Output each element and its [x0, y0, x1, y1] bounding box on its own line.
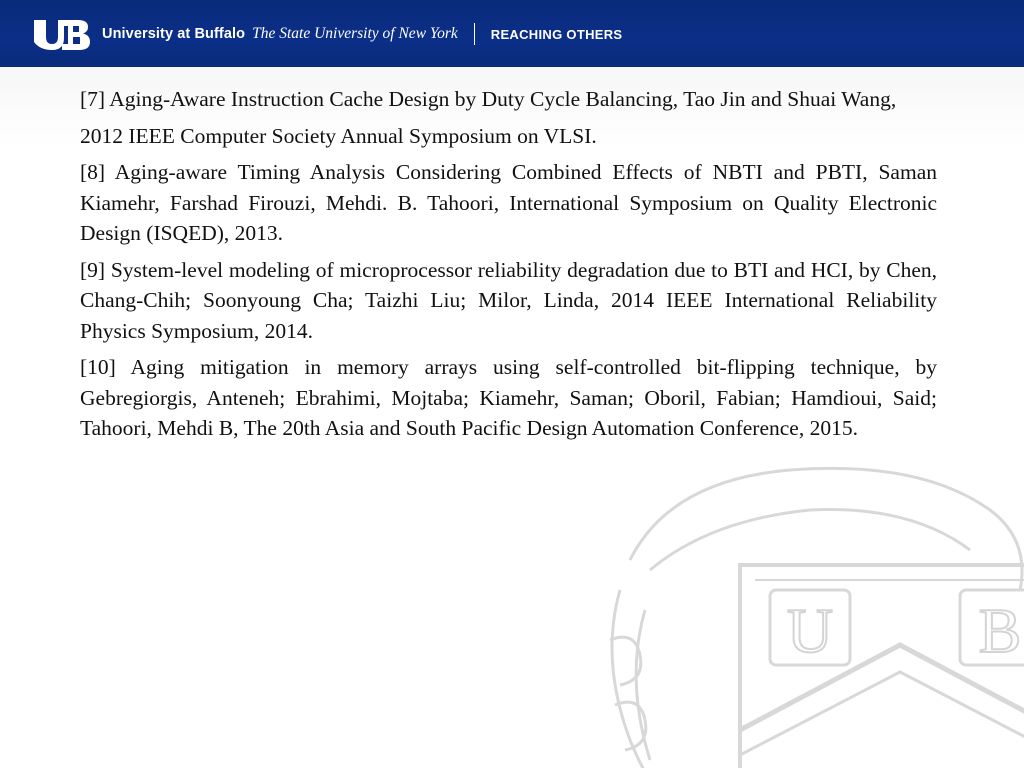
- seal-watermark-icon: [590, 440, 1024, 768]
- reference-9: [9] System-level modeling of microprocessor reliability degradation due to BTI and HCI, by Chen, Chang-Chih; Soonyoung Cha; Taizhi Liu; Milor, Linda, 2014 IEEE International Reliability Physics Symposium, 2014.: [80, 257, 937, 343]
- reference-10: [10] Aging mitigation in memory arrays using self-controlled bit-flipping technique, by Gebregiorgis, Anteneh; Ebrahimi, Mojtaba; Kiamehr, Saman; Oboril, Fabian; Hamdioui, Said; Tahoori, Mehdi B, The 20th Asia and South Pacific Design Automation Conference, 2015.: [80, 355, 937, 440]
- reference-8: [8] Aging-aware Timing Analysis Considering Combined Effects of NBTI and PBTI, Saman Kiamehr, Farshad Firouzi, Mehdi. B. Tahoori, International Symposium on Quality Electronic Design (ISQED), 2013.: [80, 160, 937, 245]
- seal-letter-u: U: [786, 595, 834, 666]
- reference-7-line-2: 2012 IEEE Computer Society Annual Symposium on VLSI.: [80, 123, 597, 148]
- references-list: [80, 84, 937, 450]
- brand-lockup: [32, 17, 622, 51]
- header-bar: [0, 0, 1024, 67]
- reference-7-line-1: [7] Aging-Aware Instruction Cache Design by Duty Cycle Balancing, Tao Jin and Shuai Wang,: [80, 87, 897, 111]
- seal-letter-b: B: [978, 595, 1022, 666]
- ub-logo-icon: [32, 17, 92, 51]
- state-university-name: The State University of New York: [252, 25, 458, 42]
- tagline: REACHING OTHERS: [490, 26, 623, 42]
- header-divider: [474, 23, 475, 45]
- university-name: University at Buffalo: [102, 26, 246, 42]
